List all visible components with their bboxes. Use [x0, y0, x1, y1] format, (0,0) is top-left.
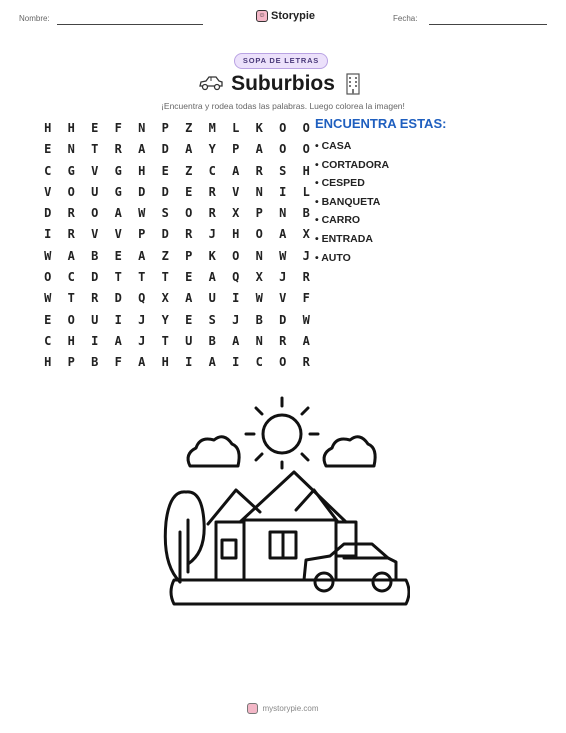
grid-cell[interactable]: T	[161, 333, 169, 348]
grid-cell[interactable]: W	[302, 312, 310, 327]
grid-cell[interactable]: A	[232, 163, 240, 178]
grid-cell[interactable]: E	[185, 184, 193, 199]
grid-cell[interactable]: L	[232, 121, 240, 135]
grid-cell[interactable]: W	[44, 248, 52, 263]
grid-cell[interactable]: P	[67, 355, 75, 370]
grid-cell[interactable]: J	[138, 333, 146, 348]
grid-cell[interactable]: N	[67, 142, 75, 157]
grid-cell[interactable]: C	[44, 163, 52, 178]
grid-cell[interactable]: A	[67, 248, 75, 263]
grid-cell[interactable]: B	[91, 248, 99, 263]
grid-cell[interactable]: X	[232, 206, 240, 221]
grid-cell[interactable]: A	[138, 355, 146, 370]
word-list-item: • CARRO	[315, 214, 361, 227]
grid-cell[interactable]: D	[138, 184, 146, 199]
grid-cell[interactable]: L	[302, 184, 310, 199]
grid-cell[interactable]: A	[232, 333, 240, 348]
grid-cell[interactable]: R	[279, 333, 287, 348]
grid-cell[interactable]: R	[255, 163, 263, 178]
grid-cell[interactable]: O	[279, 142, 287, 157]
grid-cell[interactable]: J	[232, 312, 240, 327]
grid-cell[interactable]: N	[138, 121, 146, 135]
grid-row	[36, 310, 318, 331]
grid-cell[interactable]: P	[255, 206, 263, 221]
grid-cell[interactable]: R	[302, 355, 310, 370]
grid-cell[interactable]: F	[114, 121, 122, 135]
grid-row	[36, 161, 318, 182]
grid-cell[interactable]: B	[302, 206, 310, 221]
grid-cell[interactable]: K	[208, 248, 216, 263]
grid-cell[interactable]: B	[255, 312, 263, 327]
cloud-icon	[188, 437, 239, 466]
grid-row	[36, 182, 318, 203]
grid-cell[interactable]: R	[114, 142, 122, 157]
grid-cell[interactable]: D	[161, 227, 169, 242]
puzzle-type-badge: SOPA DE LETRAS	[234, 53, 328, 69]
grid-cell[interactable]: G	[67, 163, 75, 178]
grid-cell[interactable]: N	[255, 184, 263, 199]
brand-logo	[256, 10, 315, 22]
grid-cell[interactable]: K	[255, 121, 263, 135]
grid-cell[interactable]: J	[208, 227, 216, 242]
sun-icon	[263, 415, 301, 453]
grid-row	[36, 352, 318, 373]
grid-cell[interactable]: J	[138, 312, 146, 327]
grid-cell[interactable]: X	[302, 227, 310, 242]
grid-cell[interactable]: B	[208, 333, 216, 348]
storypie-footer-logo-icon	[247, 703, 258, 714]
grid-cell[interactable]: A	[114, 206, 122, 221]
grid-cell[interactable]: R	[185, 227, 193, 242]
grid-cell[interactable]: A	[302, 333, 310, 348]
grid-cell[interactable]: V	[91, 227, 99, 242]
grid-row	[36, 288, 318, 309]
grid-cell[interactable]: N	[255, 248, 263, 263]
date-field[interactable]	[393, 14, 417, 23]
grid-cell[interactable]: H	[161, 355, 169, 370]
grid-cell[interactable]: M	[208, 121, 216, 135]
word-list-item: • ENTRADA	[315, 232, 373, 245]
date-label: Fecha:	[393, 14, 418, 23]
grid-cell[interactable]: I	[44, 227, 52, 242]
grid-cell[interactable]: D	[91, 270, 99, 285]
grid-cell[interactable]: U	[185, 333, 193, 348]
grid-cell[interactable]: H	[67, 121, 75, 135]
grid-cell[interactable]: Y	[161, 312, 169, 327]
grid-cell[interactable]: Q	[232, 270, 240, 285]
grid-cell[interactable]: T	[114, 270, 122, 285]
grid-cell[interactable]: O	[279, 355, 287, 370]
grid-cell[interactable]: T	[161, 270, 169, 285]
grid-cell[interactable]: G	[114, 163, 122, 178]
grid-cell[interactable]: H	[232, 227, 240, 242]
grid-cell[interactable]: D	[161, 184, 169, 199]
grid-cell[interactable]: T	[138, 270, 146, 285]
grid-cell[interactable]: T	[91, 142, 99, 157]
name-line	[57, 24, 203, 25]
grid-cell[interactable]: E	[161, 163, 169, 178]
storypie-logo-icon: ☺	[256, 10, 268, 22]
grid-cell[interactable]: R	[208, 206, 216, 221]
name-label: Nombre:	[19, 14, 50, 23]
grid-cell[interactable]: E	[44, 312, 52, 327]
grid-cell[interactable]: U	[91, 184, 99, 199]
grid-cell[interactable]: X	[161, 291, 169, 306]
grid-cell[interactable]: S	[279, 163, 287, 178]
grid-row	[36, 203, 318, 224]
grid-cell[interactable]: A	[279, 227, 287, 242]
grid-cell[interactable]: A	[208, 270, 216, 285]
cloud-icon	[324, 437, 375, 466]
grid-cell[interactable]: A	[185, 291, 193, 306]
grid-cell[interactable]: Z	[185, 163, 193, 178]
name-field[interactable]	[19, 14, 50, 23]
word-list	[315, 137, 389, 267]
grid-cell[interactable]: O	[91, 206, 99, 221]
brand-name: Storypie	[271, 10, 316, 22]
footer	[0, 703, 566, 714]
grid-cell[interactable]: C	[255, 355, 263, 370]
grid-cell[interactable]: I	[232, 355, 240, 370]
grid-cell[interactable]: A	[185, 142, 193, 157]
grid-cell[interactable]: U	[208, 291, 216, 306]
grid-cell[interactable]: F	[114, 355, 122, 370]
grid-cell[interactable]: H	[67, 333, 75, 348]
grid-cell[interactable]: J	[302, 248, 310, 263]
grid-cell[interactable]: D	[279, 312, 287, 327]
grid-cell[interactable]: R	[208, 184, 216, 199]
grid-cell[interactable]: O	[255, 227, 263, 242]
grid-cell[interactable]: X	[255, 270, 263, 285]
grid-cell[interactable]: A	[208, 355, 216, 370]
grid-cell[interactable]: P	[161, 121, 169, 135]
word-list-item: • CORTADORA	[315, 158, 390, 171]
grid-cell[interactable]: S	[208, 312, 216, 327]
grid-cell[interactable]: V	[232, 184, 240, 199]
grid-cell[interactable]: G	[114, 184, 122, 199]
grid-cell[interactable]: A	[138, 142, 146, 157]
grid-cell[interactable]: P	[185, 248, 193, 263]
grid-row	[36, 224, 318, 245]
grid-cell[interactable]: I	[279, 184, 287, 199]
footer-url[interactable]: mystorypie.com	[262, 704, 319, 713]
grid-cell[interactable]: H	[44, 121, 52, 135]
grid-cell[interactable]: E	[114, 248, 122, 263]
grid-cell[interactable]: S	[161, 206, 169, 221]
grid-cell[interactable]: W	[279, 248, 287, 263]
grid-cell[interactable]: I	[185, 355, 193, 370]
grid-cell[interactable]: O	[44, 270, 52, 285]
grid-cell[interactable]: O	[302, 121, 310, 135]
grid-cell[interactable]: O	[185, 206, 193, 221]
grid-row	[36, 267, 318, 288]
grid-row	[36, 331, 318, 352]
grid-cell[interactable]: V	[114, 227, 122, 242]
grid-cell[interactable]: N	[279, 206, 287, 221]
grid-cell[interactable]: I	[91, 333, 99, 348]
grid-cell[interactable]: O	[67, 312, 75, 327]
grid-cell[interactable]: T	[67, 291, 75, 306]
grid-cell[interactable]: V	[91, 163, 99, 178]
word-list-item: • CESPED	[315, 177, 365, 190]
word-list-item: • AUTO	[315, 251, 351, 264]
grid-cell[interactable]: R	[91, 291, 99, 306]
grid-cell[interactable]: P	[232, 142, 240, 157]
grid-cell[interactable]: C	[67, 270, 75, 285]
grid-cell[interactable]: B	[91, 355, 99, 370]
grid-cell[interactable]: D	[114, 291, 122, 306]
grid-cell[interactable]: W	[138, 206, 146, 221]
grid-cell[interactable]: R	[67, 206, 75, 221]
grid-cell[interactable]: D	[161, 142, 169, 157]
grid-row	[36, 118, 318, 139]
grid-cell[interactable]: I	[114, 312, 122, 327]
grid-cell[interactable]: V	[279, 291, 287, 306]
building-icon	[345, 72, 361, 96]
grid-cell[interactable]: E	[185, 312, 193, 327]
grid-cell[interactable]: A	[114, 333, 122, 348]
grid-cell[interactable]: J	[279, 270, 287, 285]
grid-cell[interactable]: U	[91, 312, 99, 327]
grid-cell[interactable]: W	[255, 291, 263, 306]
grid-cell[interactable]: P	[138, 227, 146, 242]
grid-cell[interactable]: O	[302, 142, 310, 157]
grid-cell[interactable]: I	[232, 291, 240, 306]
grid-cell[interactable]: N	[255, 333, 263, 348]
grid-cell[interactable]: R	[67, 227, 75, 242]
grid-cell[interactable]: V	[44, 184, 52, 199]
grid-cell[interactable]: D	[44, 206, 52, 221]
letter-grid[interactable]	[36, 118, 318, 374]
suburb-illustration[interactable]	[160, 392, 410, 622]
word-list-item: • CASA	[315, 140, 352, 152]
grid-cell[interactable]: R	[302, 270, 310, 285]
grid-cell[interactable]: H	[302, 163, 310, 178]
grid-cell[interactable]: C	[44, 333, 52, 348]
grid-cell[interactable]: E	[185, 270, 193, 285]
word-list-title: ENCUENTRA ESTAS:	[315, 116, 447, 131]
grid-cell[interactable]: Q	[138, 291, 146, 306]
grid-cell[interactable]: O	[279, 121, 287, 135]
grid-cell[interactable]: O	[232, 248, 240, 263]
grid-cell[interactable]: W	[44, 291, 52, 306]
instructions: ¡Encuentra y rodea todas las palabras. Luego colorea la imagen!	[161, 101, 405, 111]
date-line	[429, 24, 547, 25]
grid-row	[36, 246, 318, 267]
grid-cell[interactable]: C	[208, 163, 216, 178]
grid-cell[interactable]: E	[44, 142, 52, 157]
grid-cell[interactable]: H	[138, 163, 146, 178]
word-list-item: • BANQUETA	[315, 195, 381, 208]
grid-row	[36, 139, 318, 160]
grid-cell[interactable]: H	[44, 355, 52, 370]
grid-cell[interactable]: E	[91, 121, 99, 135]
grid-cell[interactable]: F	[302, 291, 310, 306]
page-title: Suburbios	[231, 72, 335, 95]
grid-cell[interactable]: A	[138, 248, 146, 263]
grid-cell[interactable]: Z	[185, 121, 193, 135]
grid-cell[interactable]: Z	[161, 248, 169, 263]
grid-cell[interactable]: A	[255, 142, 263, 157]
grid-cell[interactable]: Y	[208, 142, 216, 157]
grid-cell[interactable]: O	[67, 184, 75, 199]
